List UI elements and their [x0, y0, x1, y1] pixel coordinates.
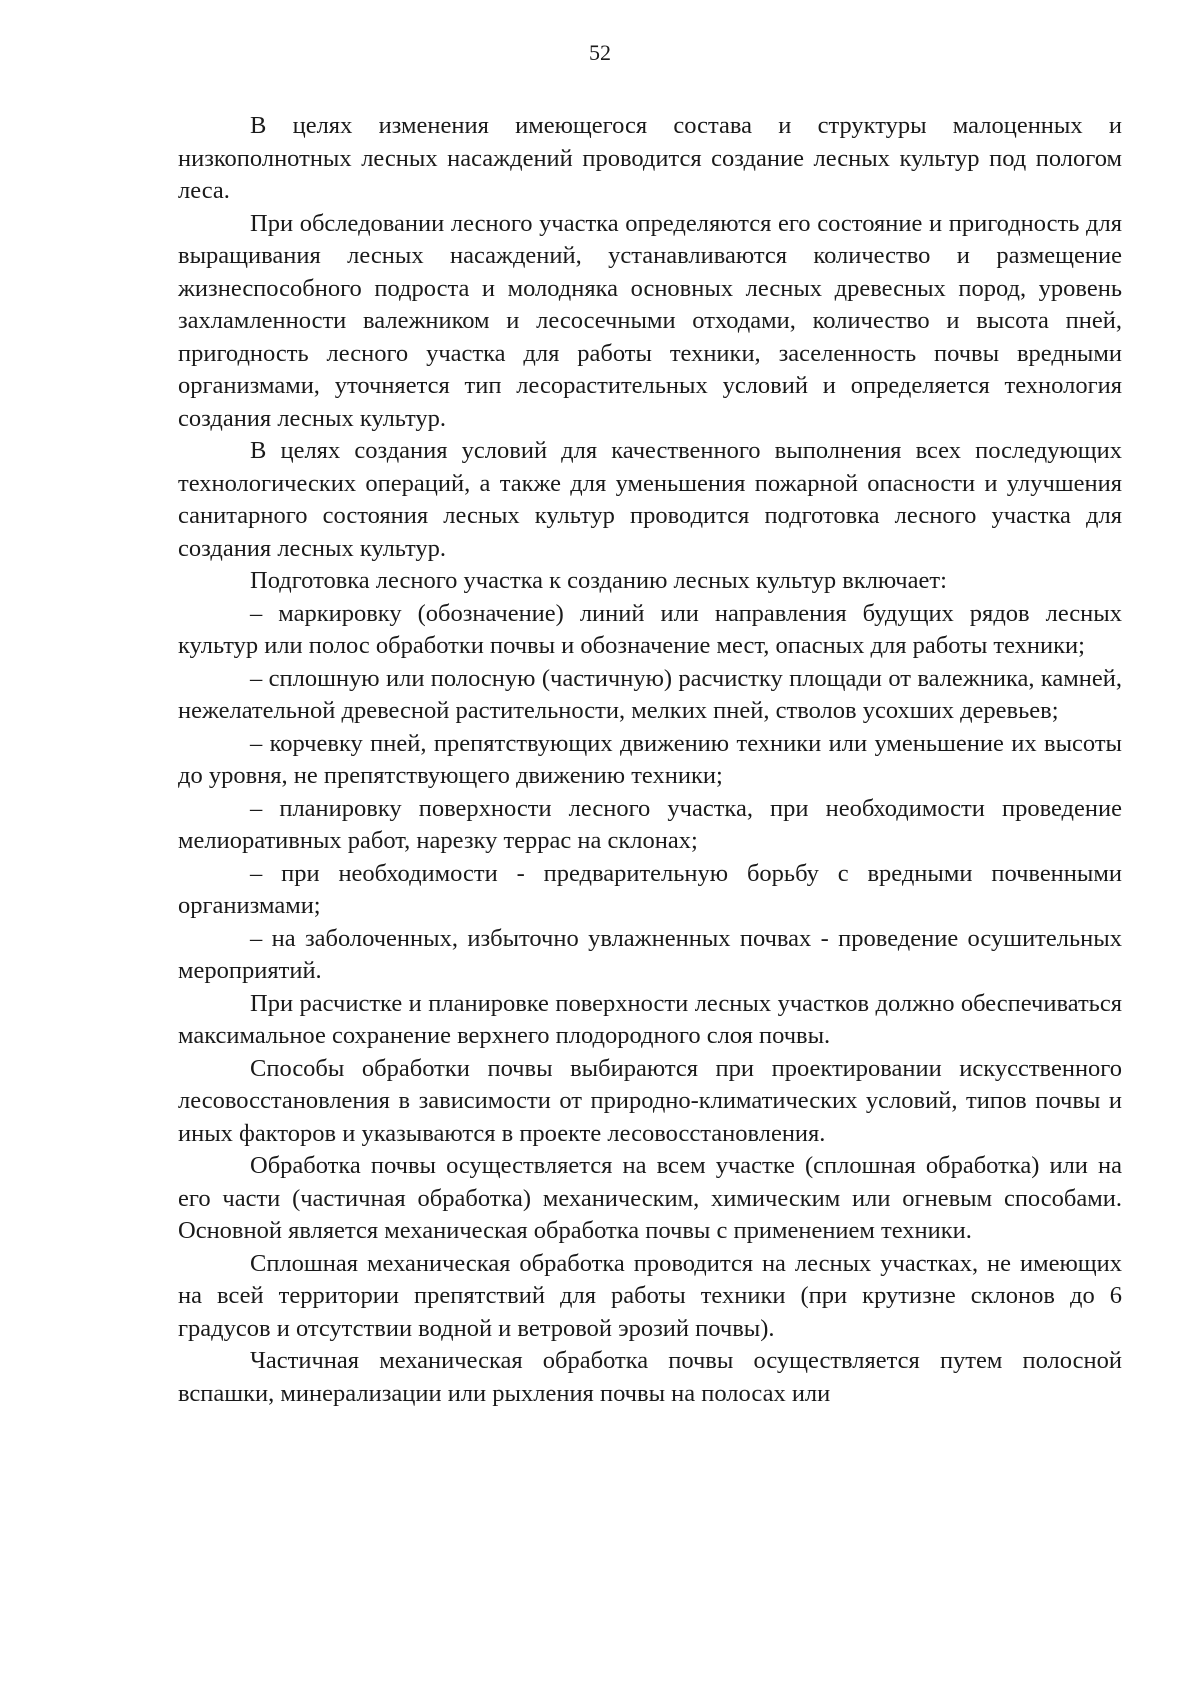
paragraph: При расчистке и планировке поверхности лесных участков должно обеспечиваться максимальное сохранение верхнего плодородного слоя почвы. — [178, 989, 1122, 1049]
document-body — [178, 110, 1122, 1410]
paragraph: Обработка почвы осуществляется на всем участке (сплошная обработка) или на его части (частичная обработка) механическим, химическим или огневым способами. Основной является механическая обработка почвы с применением техники. — [178, 1152, 1122, 1244]
paragraph: В целях создания условий для качественного выполнения всех последующих технологических операций, а также для уменьшения пожарной опасности и улучшения санитарного состояния лесных культур проводится подготовка лесного участка для создания лесных культур. — [178, 437, 1122, 562]
paragraph: При обследовании лесного участка определяются его состояние и пригодность для выращивания лесных насаждений, устанавливаются количество и размещение жизнеспособного подроста и молодняка основных лесных древесных пород, уровень захламленности валежником и лесосечными отходами, количество и высота пней, пригодность лесного участка для работы техники, заселенность почвы вредными организмами, уточняется тип лесорастительных условий и определяется технология создания лесных культур. — [178, 209, 1122, 432]
list-item: – маркировку (обозначение) линий или направления будущих рядов лесных культур или полос обработки почвы и обозначение мест, опасных для работы техники; — [178, 599, 1122, 659]
paragraph: В целях изменения имеющегося состава и структуры малоценных и низкополнотных лесных насаждений проводится создание лесных культур под пологом леса. — [178, 112, 1122, 204]
list-item: – корчевку пней, препятствующих движению техники или уменьшение их высоты до уровня, не препятствующего движению техники; — [178, 729, 1122, 789]
list-item: – планировку поверхности лесного участка, при необходимости проведение мелиоративных работ, нарезку террас на склонах; — [178, 794, 1122, 854]
list-item: – на заболоченных, избыточно увлажненных почвах - проведение осушительных мероприятий. — [178, 924, 1122, 984]
paragraph: Частичная механическая обработка почвы осуществляется путем полосной вспашки, минерализации или рыхления почвы на полосах или — [178, 1347, 1122, 1407]
list-item: – при необходимости - предварительную борьбу с вредными почвенными организмами; — [178, 859, 1122, 919]
paragraph: Подготовка лесного участка к созданию лесных культур включает: — [250, 567, 947, 594]
paragraph: Способы обработки почвы выбираются при проектировании искусственного лесовосстановления в зависимости от природно-климатических условий, типов почвы и иных факторов и указываются в проекте лесовосстановления. — [178, 1054, 1122, 1147]
page-number: 52 — [589, 40, 611, 65]
list-item: – сплошную или полосную (частичную) расчистку площади от валежника, камней, нежелательной древесной растительности, мелких пней, стволов усохших деревьев; — [178, 664, 1122, 724]
paragraph: Сплошная механическая обработка проводится на лесных участках, не имеющих на всей территории препятствий для работы техники (при крутизне склонов до 6 градусов и отсутствии водной и ветровой эрозий почвы). — [178, 1249, 1122, 1342]
